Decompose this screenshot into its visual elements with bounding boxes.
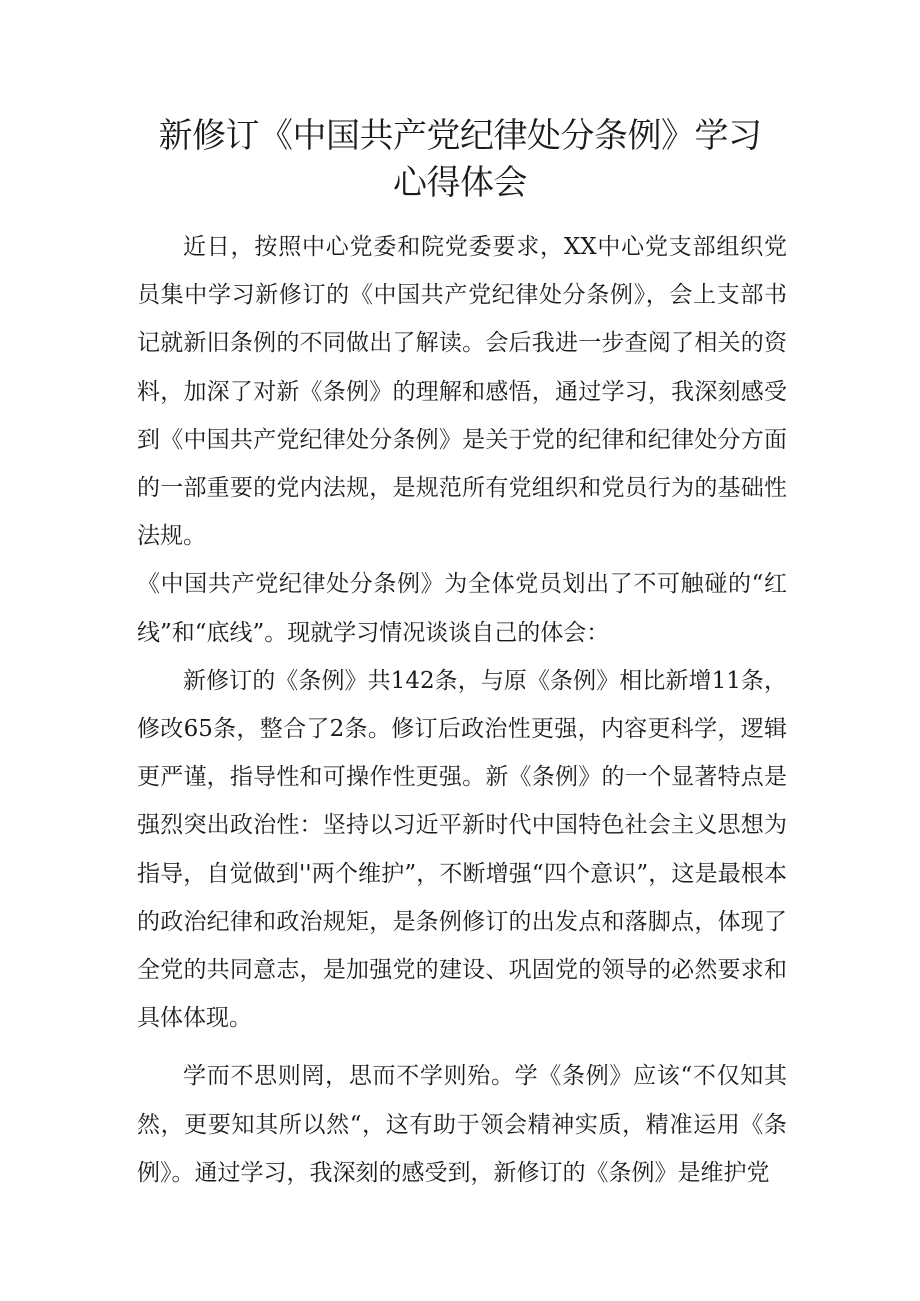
document-title-line-1: 新修订《中国共产党纪律处分条例》学习 (158, 116, 762, 156)
paragraph: 《中国共产党纪律处分条例》为全体党员划出了不可触碰的“红线”和“底线”。现就学习情况谈谈自己的体会： (137, 571, 787, 646)
paragraph: 新修订的《条例》共142条，与原《条例》相比新增11条，修改65条，整合了2条。修订后政治性更强，内容更科学，逻辑更严谨，指导性和可操作性更强。新《条例》的一个显著特点是强烈突出政治性：坚持以习近平新时代中国特色社会主义思想为指导，自觉做到''两个维护”，不断增强“四个意识”，这是最根本的政治纪律和政治规矩，是条例修订的出发点和落脚点，体现了全党的共同意志，是加强党的建设、巩固党的领导的必然要求和具体体现。 (137, 667, 787, 1032)
paragraph: 学而不思则罔，思而不学则殆。学《条例》应该“不仅知其然，更要知其所以然“，这有助于领会精神实质，精准运用《条例》。通过学习，我深刻的感受到，新修订的《条例》是维护党 (137, 1063, 787, 1186)
document-body (137, 223, 787, 1197)
document-title-line-2: 心得体会 (393, 163, 527, 203)
paragraph: 近日，按照中心党委和院党委要求，XX中心党支部组织党员集中学习新修订的《中国共产党纪律处分条例》，会上支部书记就新旧条例的不同做出了解读。会后我进一步查阅了相关的资料，加深了对新《条例》的理解和感悟，通过学习，我深刻感受到《中国共产党纪律处分条例》是关于党的纪律和纪律处分方面的一部重要的党内法规，是规范所有党组织和党员行为的基础性法规。 (137, 234, 787, 550)
